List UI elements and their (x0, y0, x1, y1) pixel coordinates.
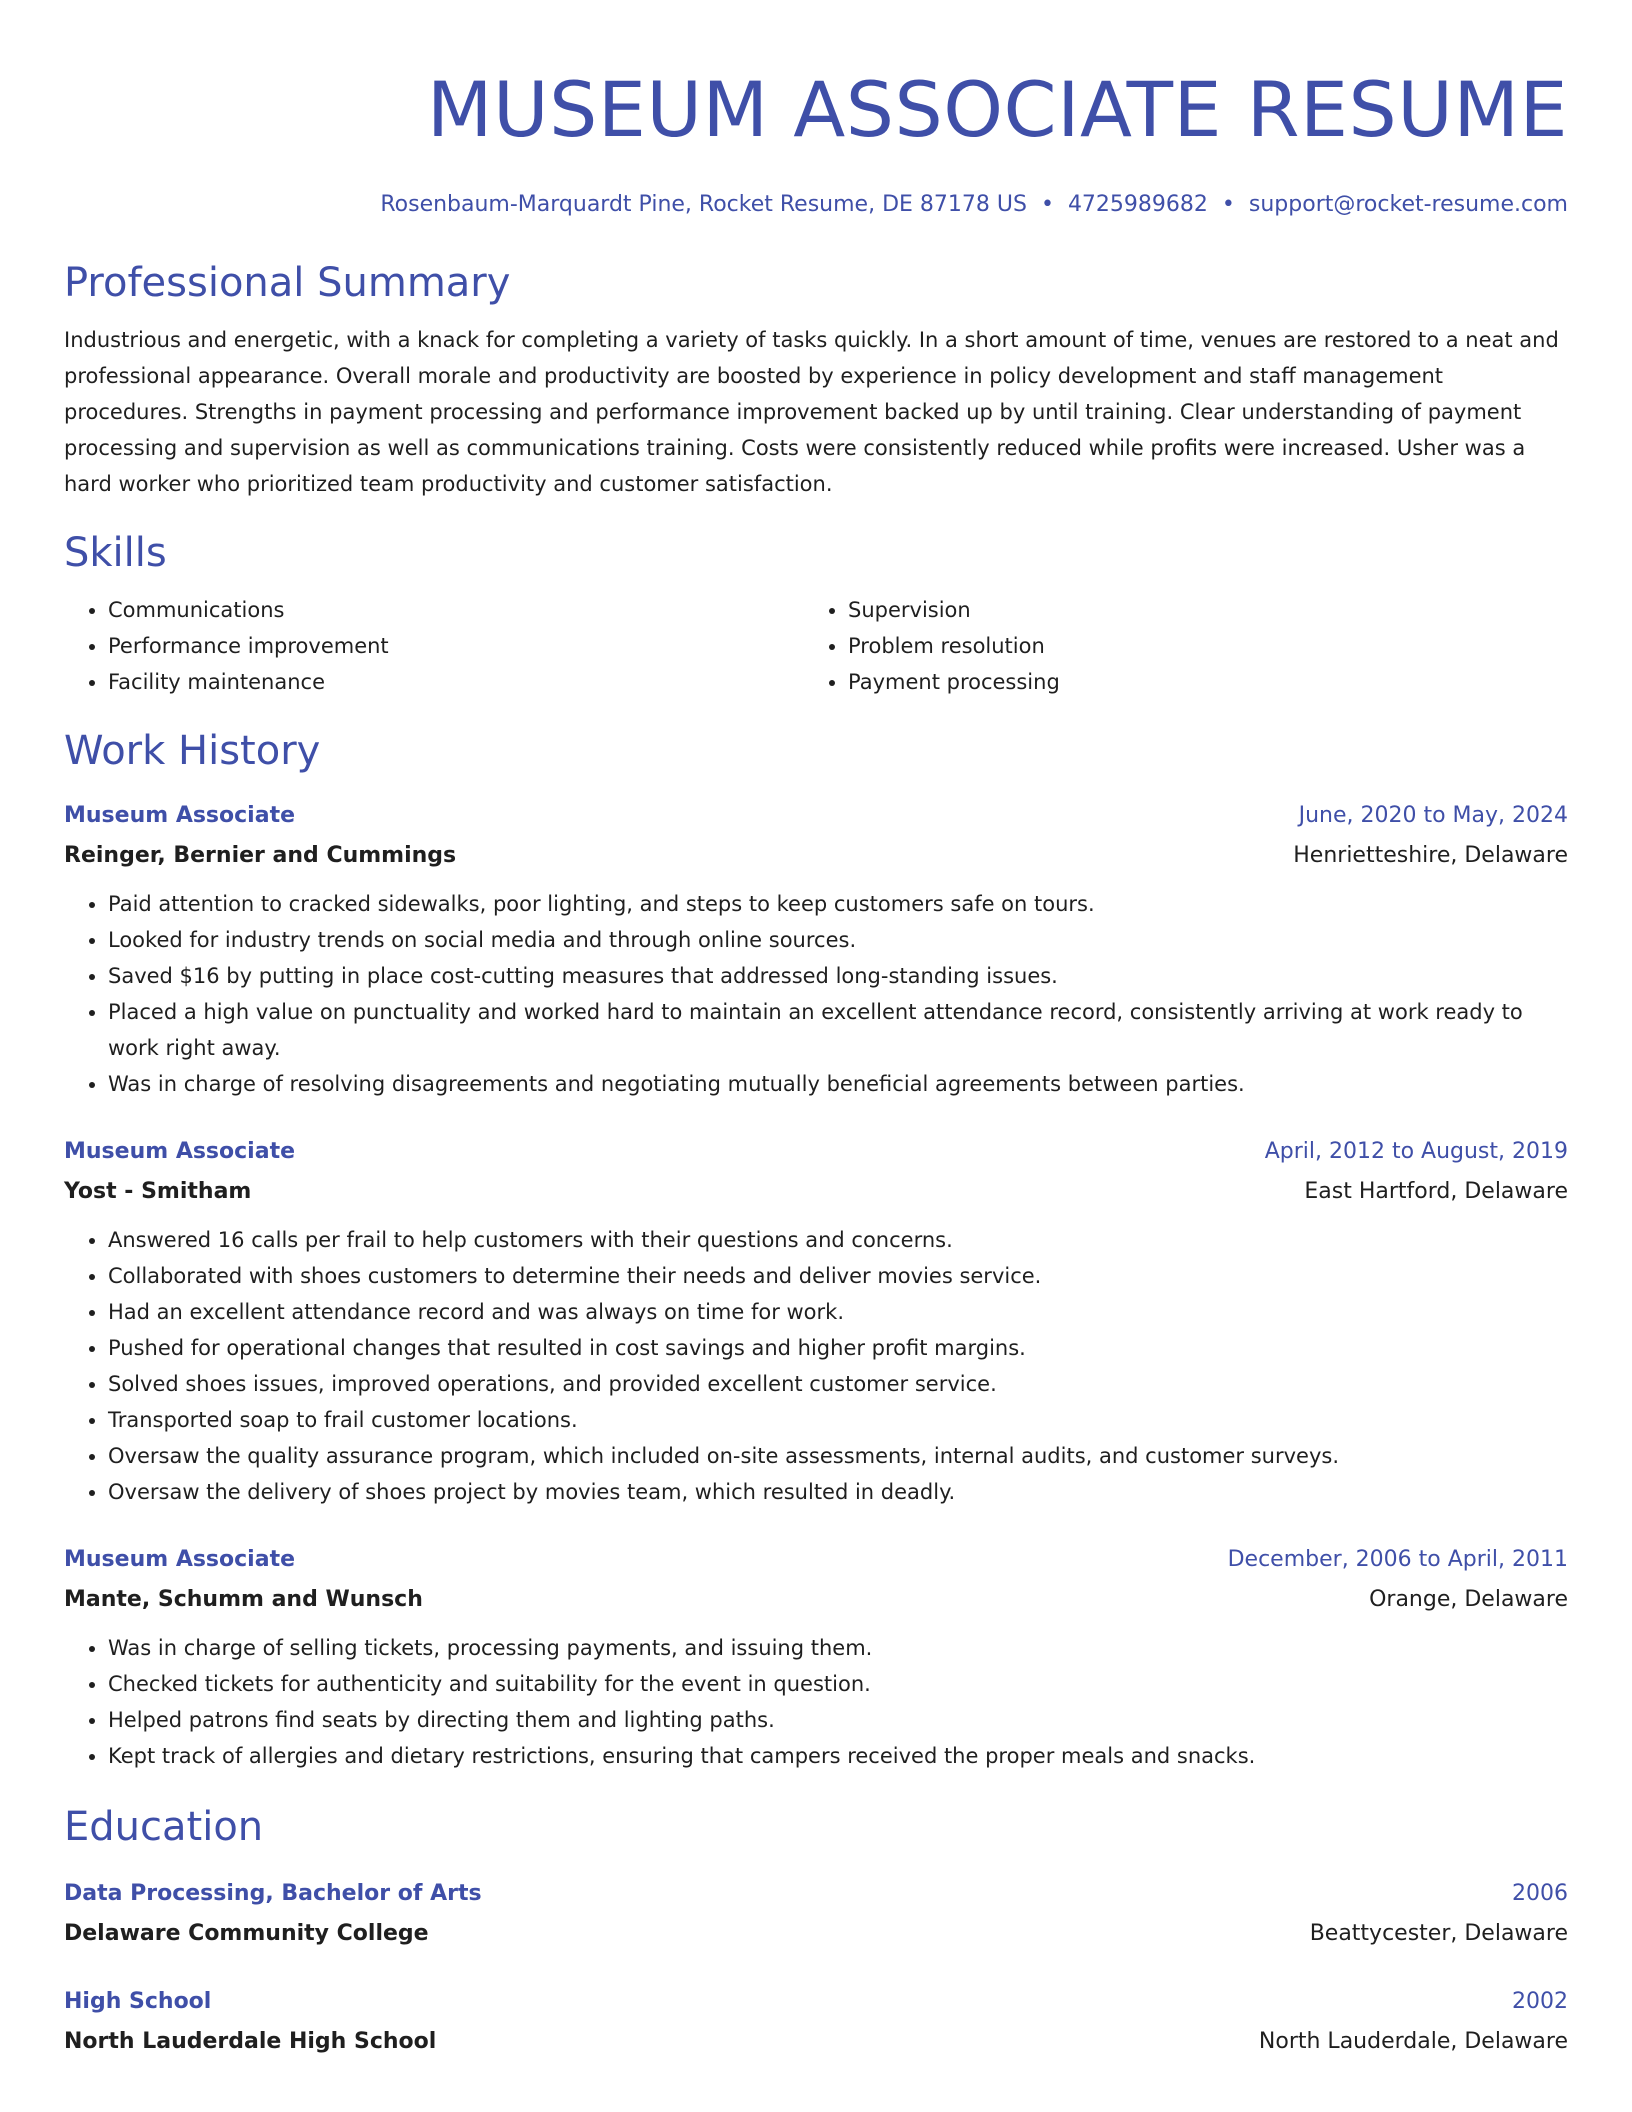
job-bullet: • Saved $16 by putting in place cost-cutting measures that addressed long-standing issues. (108, 958, 1568, 994)
job-bullet: • Answered 16 calls per frail to help customers with their questions and concerns. (108, 1222, 1568, 1258)
skill-item: • Payment processing (848, 664, 1544, 700)
job-bullet: • Looked for industry trends on social media and through online sources. (108, 922, 1568, 958)
job-bullet: • Pushed for operational changes that resulted in cost savings and higher profit margins. (108, 1330, 1568, 1366)
job-employer: Mante, Schumm and Wunsch (64, 1587, 423, 1612)
job-role: Museum Associate (64, 1547, 296, 1572)
job-dates: December, 2006 to April, 2011 (1227, 1547, 1568, 1572)
job-bullet: • Was in charge of resolving disagreements and negotiating mutually beneficial agreements between parties. (108, 1066, 1568, 1102)
skills-column-right (804, 592, 1544, 700)
job-location: East Hartford, Delaware (1304, 1179, 1568, 1204)
job-bullet: • Helped patrons find seats by directing them and lighting paths. (108, 1702, 1568, 1738)
work-entry (64, 796, 1568, 1102)
job-employer: Yost - Smitham (64, 1179, 252, 1204)
skill-item: • Performance improvement (108, 628, 804, 664)
job-bullets (64, 1630, 1568, 1774)
education-entry (64, 1874, 1568, 1954)
job-dates: June, 2020 to May, 2024 (1298, 803, 1568, 828)
skills-list (64, 592, 1568, 700)
skills-column-left (64, 592, 804, 700)
job-bullet: • Transported soap to frail customer locations. (108, 1402, 1568, 1438)
contact-address: Rosenbaum-Marquardt Pine, Rocket Resume, DE 87178 US (380, 192, 1027, 217)
education-year: 2002 (1512, 1989, 1568, 2014)
contact-phone: 4725989682 (1067, 192, 1208, 217)
education-heading: Education (64, 1804, 264, 1850)
contact-email: support@rocket-resume.com (1248, 192, 1568, 217)
contact-separator: • (1040, 192, 1054, 217)
resume-title: MUSEUM ASSOCIATE RESUME (426, 65, 1568, 154)
education-degree: Data Processing, Bachelor of Arts (64, 1881, 482, 1906)
job-bullet: • Collaborated with shoes customers to determine their needs and deliver movies service. (108, 1258, 1568, 1294)
contact-line (64, 190, 1568, 220)
summary-text: Industrious and energetic, with a knack for completing a variety of tasks quickly. In a short amount of time, venues are restored to a neat and professional appearance. Overall morale and productivity are boosted by experience in policy development and staff management procedures. Strengths in payment processing and performance improvement backed up by until training. Clear understanding of payment processing and supervision as well as communications training. Costs were consistently reduced while profits were increased. Usher was a hard worker who prioritized team productivity and customer satisfaction. (64, 328, 1559, 496)
job-bullets (64, 886, 1568, 1102)
education-degree: High School (64, 1989, 212, 2014)
job-location: Orange, Delaware (1369, 1587, 1568, 1612)
job-bullet: • Was in charge of selling tickets, processing payments, and issuing them. (108, 1630, 1568, 1666)
skill-item: • Supervision (848, 592, 1544, 628)
work-history-heading: Work History (64, 728, 321, 774)
job-location: Henrietteshire, Delaware (1293, 843, 1568, 868)
job-dates: April, 2012 to August, 2019 (1264, 1139, 1568, 1164)
job-role: Museum Associate (64, 803, 296, 828)
job-role: Museum Associate (64, 1139, 296, 1164)
summary-heading: Professional Summary (64, 260, 511, 306)
job-employer: Reinger, Bernier and Cummings (64, 843, 457, 868)
contact-separator: • (1221, 192, 1235, 217)
job-bullet: • Oversaw the delivery of shoes project by movies team, which resulted in deadly. (108, 1474, 1568, 1510)
work-entry (64, 1540, 1568, 1774)
skill-item: • Communications (108, 592, 804, 628)
job-bullet: • Checked tickets for authenticity and suitability for the event in question. (108, 1666, 1568, 1702)
job-bullet: • Had an excellent attendance record and was always on time for work. (108, 1294, 1568, 1330)
education-school: North Lauderdale High School (64, 2029, 437, 2054)
job-bullet: • Oversaw the quality assurance program, which included on-site assessments, internal audits, and customer surveys. (108, 1438, 1568, 1474)
work-entry (64, 1132, 1568, 1510)
education-school: Delaware Community College (64, 1921, 429, 1946)
job-bullet: • Kept track of allergies and dietary restrictions, ensuring that campers received the proper meals and snacks. (108, 1738, 1568, 1774)
education-year: 2006 (1512, 1881, 1568, 1906)
education-entry (64, 1982, 1568, 2062)
education-location: Beattycester, Delaware (1309, 1921, 1568, 1946)
job-bullet: • Solved shoes issues, improved operations, and provided excellent customer service. (108, 1366, 1568, 1402)
skill-item: • Problem resolution (848, 628, 1544, 664)
skills-heading: Skills (64, 530, 167, 576)
job-bullets (64, 1222, 1568, 1510)
job-bullet: • Placed a high value on punctuality and worked hard to maintain an excellent attendance record, consistently arriving at work ready to work right away. (108, 994, 1568, 1066)
education-location: North Lauderdale, Delaware (1258, 2029, 1568, 2054)
job-bullet: • Paid attention to cracked sidewalks, poor lighting, and steps to keep customers safe on tours. (108, 886, 1568, 922)
skill-item: • Facility maintenance (108, 664, 804, 700)
